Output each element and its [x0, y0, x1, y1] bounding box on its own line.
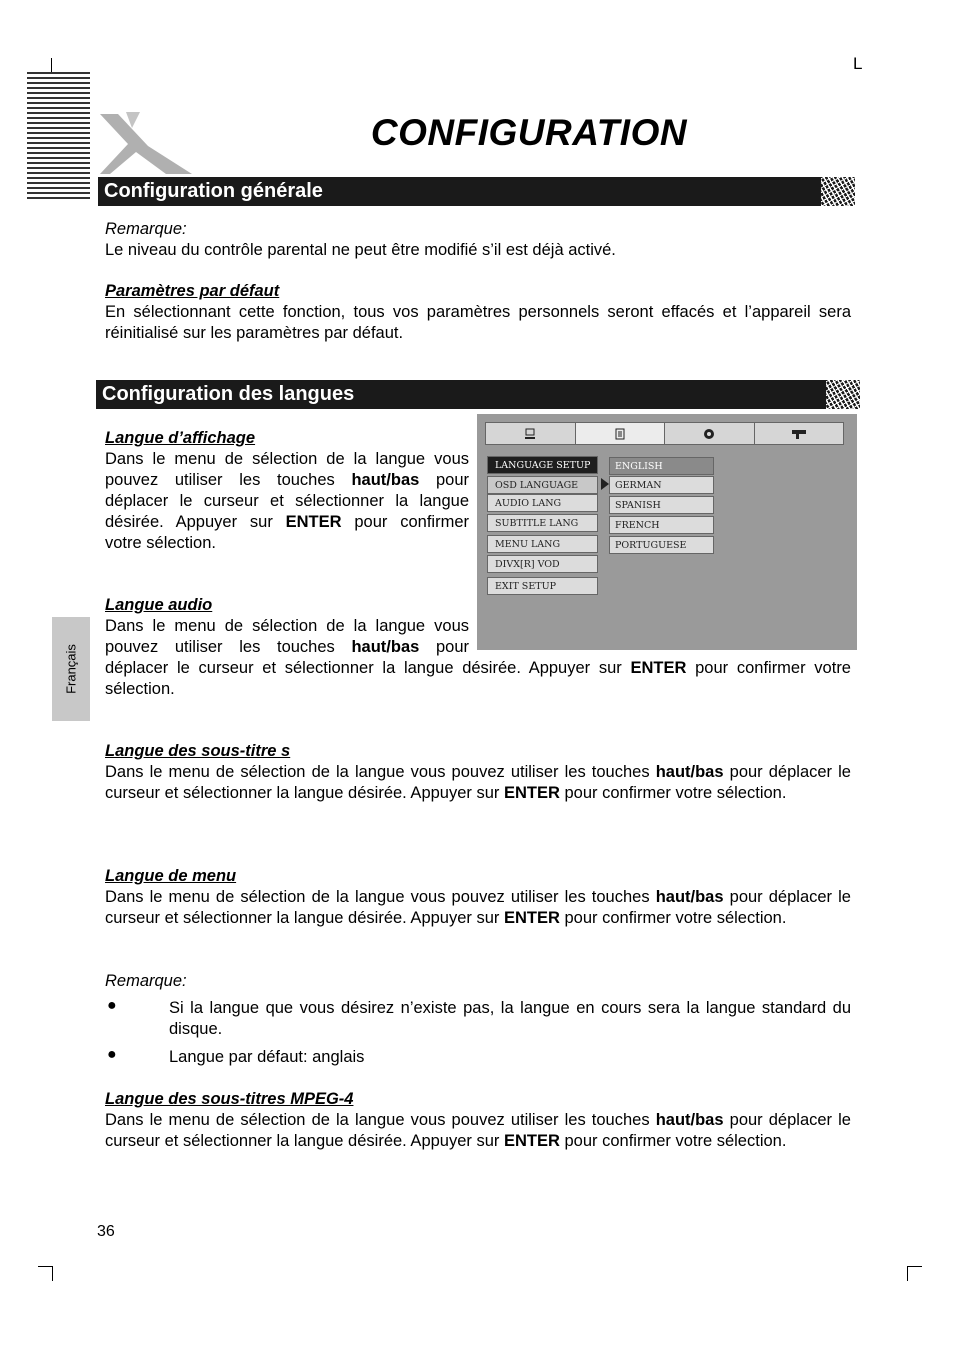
subheading-mpeg4-subtitles: Langue des sous-titres MPEG-4	[105, 1090, 354, 1108]
document-icon	[576, 423, 666, 444]
option-english: ENGLISH	[609, 457, 714, 475]
section-title: Configuration des langues	[102, 383, 355, 405]
setup-tab-bar	[485, 422, 844, 445]
hatch-decoration	[821, 177, 855, 206]
mpeg4-subtitles-text: Dans le menu de sélection de la langue vous pouvez utiliser les touches haut/bas pour déplacer le curseur et sélectionner la langue désirée. Appuyer sur ENTER pour confirmer votre sélection.	[105, 1111, 851, 1150]
crop-mark-bottom-right	[907, 1266, 922, 1281]
monitor-icon	[486, 423, 576, 444]
menu-item-osd-language: OSD LANGUAGE	[487, 476, 598, 494]
subheading-subtitle-language: Langue des sous-titre s	[105, 742, 291, 760]
language-side-tab	[52, 617, 90, 721]
section-header-general	[98, 177, 855, 206]
crop-mark-bottom-left	[38, 1266, 53, 1281]
menu-item-audio-lang: AUDIO LANG	[487, 494, 598, 512]
note-text: Le niveau du contrôle parental ne peut être modifié s’il est déjà activé.	[105, 241, 616, 259]
menu-item-menu-lang: MENU LANG	[487, 535, 598, 553]
menu-language-text: Dans le menu de sélection de la langue vous pouvez utiliser les touches haut/bas pour déplacer le curseur et sélectionner la langue désirée. Appuyer sur ENTER pour confirmer votre sélection.	[105, 888, 851, 927]
option-german: GERMAN	[609, 476, 714, 494]
side-tab-label: Français	[63, 644, 79, 694]
speaker-icon	[665, 423, 755, 444]
subtitle-language-text: Dans le menu de sélection de la langue vous pouvez utiliser les touches haut/bas pour déplacer le curseur et sélectionner la langue désirée. Appuyer sur ENTER pour confirmer votre sélection.	[105, 763, 851, 802]
page-title: CONFIGURATION	[370, 112, 688, 153]
tools-icon	[755, 423, 844, 444]
menu-item-divx-vod: DIVX[R] VOD	[487, 555, 598, 573]
subheading-display-language: Langue d’affichage	[105, 429, 256, 447]
hatch-decoration	[826, 380, 860, 409]
audio-language-text: Dans le menu de sélection de la langue vous pouvez utiliser les touches haut/bas pour déplacer le curseur et sélectionner la langue désirée. Appuyer sur ENTER pour confirmer votre sélection.	[105, 617, 851, 698]
section-header-languages	[96, 380, 860, 409]
subheading-audio-language: Langue audio	[105, 596, 213, 614]
section-title: Configuration générale	[104, 180, 323, 202]
subheading-defaults: Paramètres par défaut	[105, 282, 280, 300]
option-french: FRENCH	[609, 516, 714, 534]
menu-item-language-setup: LANGUAGE SETUP	[487, 456, 598, 474]
bullet-text-2: Langue par défaut: anglais	[169, 1048, 365, 1066]
defaults-text: En sélectionnant cette fonction, tous vos paramètres personnels seront effacés et l’appareil sera réinitialisé sur les paramètres par défaut.	[105, 303, 851, 342]
language-setup-screenshot	[477, 414, 857, 650]
subheading-menu-language: Langue de menu	[105, 867, 237, 885]
page-number: 36	[97, 1223, 115, 1240]
crop-mark-top-left	[37, 58, 52, 73]
cursor-arrow-icon	[601, 478, 609, 490]
option-spanish: SPANISH	[609, 496, 714, 514]
bullet-icon: ●	[107, 1046, 117, 1063]
note-label-2: Remarque:	[105, 972, 187, 990]
menu-item-subtitle-lang: SUBTITLE LANG	[487, 514, 598, 532]
option-portuguese: PORTUGUESE	[609, 536, 714, 554]
display-language-text: Dans le menu de sélection de la langue vous pouvez utiliser les touches haut/bas pour déplacer le curseur et sélectionner la langue désirée. Appuyer sur ENTER pour confirmer votre sélection.	[105, 450, 470, 552]
menu-item-exit-setup: EXIT SETUP	[487, 577, 598, 595]
bullet-icon: ●	[107, 997, 117, 1014]
bullet-text-1: Si la langue que vous désirez n’existe pas, la langue en cours sera la langue standard du disque.	[169, 999, 851, 1038]
corner-mark: L	[853, 54, 863, 73]
note-label: Remarque:	[105, 220, 187, 238]
